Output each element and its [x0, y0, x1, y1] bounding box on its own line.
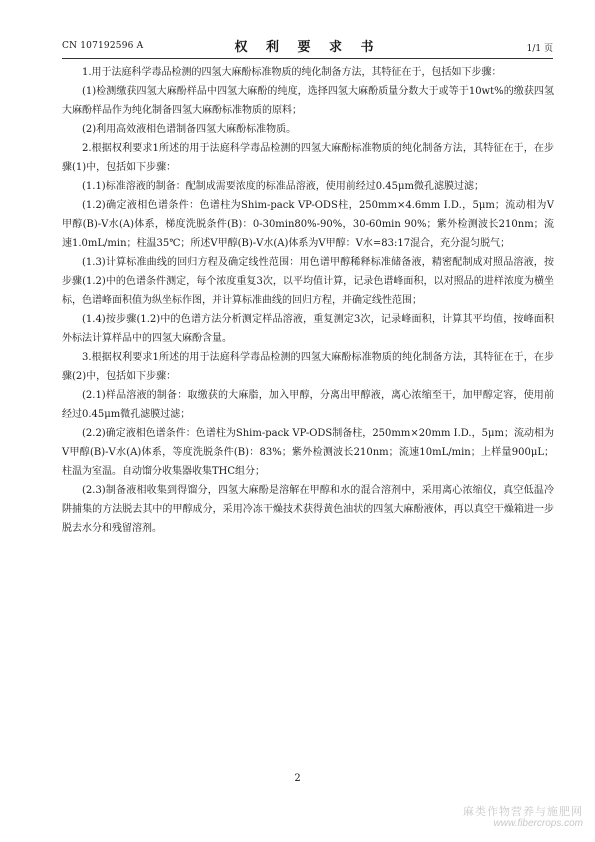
claim-paragraph: 3.根据权利要求1所述的用于法庭科学毒品检测的四氢大麻酚标准物质的纯化制备方法，其特征在于，在步骤(2)中，包括如下步骤： [62, 352, 554, 382]
claim-paragraph: (2.2)确定液相色谱条件：色谱柱为Shim-pack VP-ODS制备柱，250mm×20mm I.D.，5μm；流动相为V甲醇(B)-V水(A)体系，等度洗脱条件(B)：83%；紫外检测波长210nm；流速10mL/min；上样量900μL；柱温为室温。自动馏分收集器收集THC组分； [62, 428, 554, 477]
site-watermark [463, 806, 583, 830]
claim-paragraph: (2)利用高效液相色谱制备四氢大麻酚标准物质。 [82, 124, 297, 135]
document-title: 权 利 要 求 书 [234, 40, 381, 55]
claim-paragraph: (2.3)制备液相收集到得馏分，四氢大麻酚是溶解在甲醇和水的混合溶剂中，采用离心浓缩仪，真空低温冷阱捕集的方法脱去其中的甲醇成分，采用冷冻干燥技术获得黄色油状的四氢大麻酚液体，再以真空干燥箱进一步脱去水分和残留溶剂。 [62, 485, 554, 534]
claim-paragraph: (1.3)计算标准曲线的回归方程及确定线性范围：用色谱甲醇稀释标准储备液，精密配制成对照品溶液，按步骤(1.2)中的色谱条件测定，每个浓度重复3次，以平均值计算，记录色谱峰面积，以对照品的进样浓度为横坐标，色谱峰面积值为纵坐标作图，并计算标准曲线的回归方程，并确定线性范围； [62, 257, 554, 306]
claim-paragraph: (2.1)样品溶液的制备：取缴获的大麻脂，加入甲醇，分离出甲醇液，离心浓缩至干，加甲醇定容，使用前经过0.45μm微孔滤膜过滤； [62, 390, 554, 420]
claim-paragraph: 1.用于法庭科学毒品检测的四氢大麻酚标准物质的纯化制备方法，其特征在于，包括如下步骤： [82, 67, 502, 78]
watermark-site-name: 麻类作物营养与施肥网 [463, 806, 583, 818]
page-number: 2 [294, 773, 301, 784]
claim-paragraph: (1.2)确定液相色谱条件：色谱柱为Shim-pack VP-ODS柱，250mm×4.6mm I.D.，5μm；流动相为V甲醇(B)-V水(A)体系，梯度洗脱条件(B)：0-30min80%-90%，30-60min 90%；紫外检测波长210nm；流速1.0mL/min；柱温35℃；所述V甲醇(B)-V水(A)体系为V甲醇：V水=83:17混合，充分混匀脱气； [62, 200, 554, 249]
claim-paragraph: (1.1)标准溶液的制备：配制成需要浓度的标准品溶液，使用前经过0.45μm微孔滤膜过滤； [82, 181, 484, 192]
watermark-url: www.fibercrops.com [493, 818, 583, 829]
header-rule [62, 58, 553, 59]
page-info: 1/1 页 [526, 44, 553, 54]
claim-paragraph: (1.4)按步骤(1.2)中的色谱方法分析测定样品溶液，重复测定3次，记录峰面积，计算其平均值，按峰面积外标法计算样品中的四氢大麻酚含量。 [62, 314, 554, 344]
publication-number: CN 107192596 A [62, 41, 144, 51]
claim-paragraph: (1)检测缴获四氢大麻酚样品中四氢大麻酚的纯度，选择四氢大麻酚质量分数大于或等于10wt%的缴获四氢大麻酚样品作为纯化制备四氢大麻酚标准物质的原料； [62, 86, 554, 116]
page-header [62, 36, 553, 58]
claim-paragraph: 2.根据权利要求1所述的用于法庭科学毒品检测的四氢大麻酚标准物质的纯化制备方法，其特征在于，在步骤(1)中，包括如下步骤： [62, 143, 554, 173]
claims-body [62, 63, 554, 538]
